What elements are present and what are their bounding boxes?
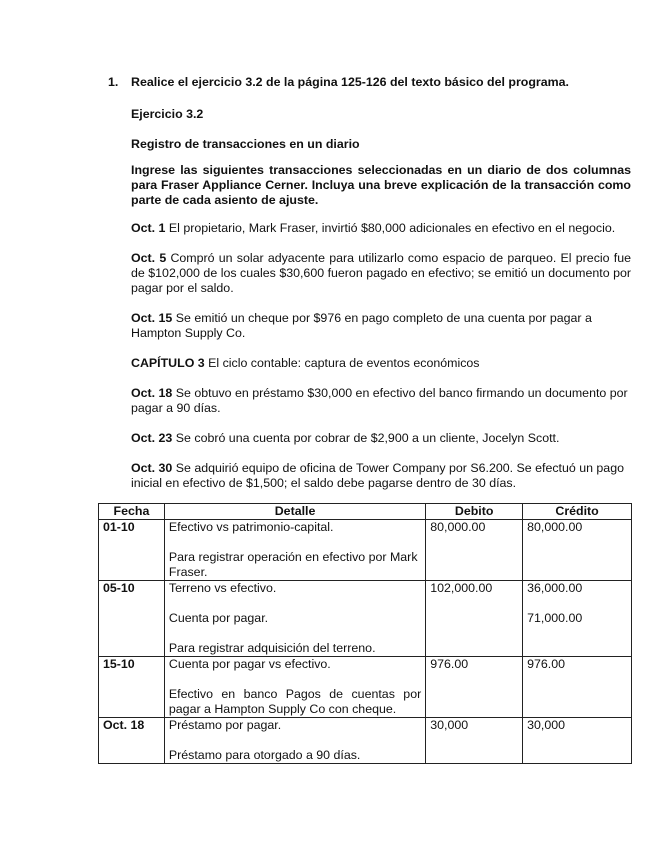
transaction-text: El propietario, Mark Fraser, invirtió $80,000 adicionales en efectivo en el negocio. — [165, 221, 616, 235]
transaction-oct-18 — [131, 386, 631, 416]
detail-explanation: Para registrar operación en efectivo por Mark Fraser. — [168, 550, 418, 579]
table-header-row — [99, 504, 632, 520]
transaction-oct-1 — [131, 221, 631, 236]
journal-table — [98, 503, 632, 764]
row-credit — [523, 718, 632, 764]
row-date: Oct. 18 — [99, 718, 165, 764]
row-debit: 976.00 — [426, 657, 523, 718]
credit-line: 30,000 — [527, 718, 566, 732]
row-date: 01-10 — [99, 520, 165, 581]
exercise-prompt: Ingrese las siguientes transacciones seleccionadas en un diario de dos columnas para Fraser Appliance Cerner. Incluya una breve explicación de la transacción como parte de cada asiento de ajuste. — [131, 163, 631, 207]
credit-line: 71,000.00 — [527, 611, 583, 625]
transaction-text: Se cobró una cuenta por cobrar de $2,900 a un cliente, Jocelyn Scott. — [172, 431, 560, 445]
row-detail — [164, 718, 425, 764]
transaction-oct-30 — [131, 461, 631, 491]
header-debito: Debito — [426, 504, 523, 520]
row-debit: 80,000.00 — [426, 520, 523, 581]
transaction-oct-23 — [131, 431, 631, 446]
header-fecha: Fecha — [99, 504, 165, 520]
transaction-text: Se adquirió equipo de oficina de Tower Company por S6.200. Se efectuó un pago inicial en efectivo de $1,500; el saldo debe pagarse dentro de 30 días. — [131, 461, 624, 490]
table-row — [99, 657, 632, 718]
transaction-date: Oct. 5 — [131, 251, 167, 265]
chapter-text: El ciclo contable: captura de eventos económicos — [204, 356, 480, 370]
credit-line: 36,000.00 — [527, 581, 583, 595]
row-detail — [164, 520, 425, 581]
transaction-oct-5 — [131, 251, 631, 296]
transaction-text: Se emitió un cheque por $976 en pago completo de una cuenta por pagar a Hampton Supply Co. — [131, 311, 592, 340]
header-detalle: Detalle — [164, 504, 425, 520]
transaction-oct-15 — [131, 311, 631, 341]
transaction-date: Oct. 18 — [131, 386, 173, 400]
row-date: 05-10 — [99, 581, 165, 657]
chapter-label: CAPÍTULO 3 — [131, 356, 205, 370]
header-credito: Crédito — [523, 504, 632, 520]
row-detail — [164, 657, 425, 718]
exercise-title: Ejercicio 3.2 — [131, 107, 204, 121]
table-row — [99, 520, 632, 581]
row-debit: 30,000 — [426, 718, 523, 764]
detail-explanation: Efectivo en banco Pagos de cuentas por pagar a Hampton Supply Co con cheque. — [168, 687, 422, 716]
row-credit — [523, 520, 632, 581]
item-number: 1. — [108, 75, 119, 89]
transaction-text: Se obtuvo en préstamo $30,000 en efectivo del banco firmando un documento por pagar a 90 días. — [131, 386, 628, 415]
detail-line: Terreno vs efectivo. — [168, 581, 277, 595]
transaction-date: Oct. 23 — [131, 431, 173, 445]
row-date: 15-10 — [99, 657, 165, 718]
transaction-text: Compró un solar adyacente para utilizarlo como espacio de parqueo. El precio fue de $102,000 de los cuales $30,600 fueron pagado en efectivo; se emitió un documento por pagar por el saldo. — [131, 251, 631, 295]
transaction-date: Oct. 15 — [131, 311, 173, 325]
detail-explanation: Para registrar adquisición del terreno. — [168, 641, 376, 655]
chapter-line — [131, 356, 631, 371]
detail-line: Cuenta por pagar. — [168, 611, 269, 625]
table-row — [99, 581, 632, 657]
transaction-date: Oct. 1 — [131, 221, 166, 235]
row-credit — [523, 657, 632, 718]
row-credit — [523, 581, 632, 657]
item-instruction: Realice el ejercicio 3.2 de la página 125-126 del texto básico del programa. — [131, 75, 569, 89]
detail-line: Cuenta por pagar vs efectivo. — [168, 657, 331, 671]
detail-line: Préstamo por pagar. — [168, 718, 282, 732]
table-row — [99, 718, 632, 764]
exercise-subtitle: Registro de transacciones en un diario — [131, 137, 360, 151]
detail-line: Efectivo vs patrimonio-capital. — [168, 520, 334, 534]
detail-explanation: Préstamo para otorgado a 90 días. — [168, 748, 361, 762]
row-debit: 102,000.00 — [426, 581, 523, 657]
credit-line: 976.00 — [527, 657, 566, 671]
credit-line: 80,000.00 — [527, 520, 583, 534]
row-detail — [164, 581, 425, 657]
transaction-date: Oct. 30 — [131, 461, 173, 475]
